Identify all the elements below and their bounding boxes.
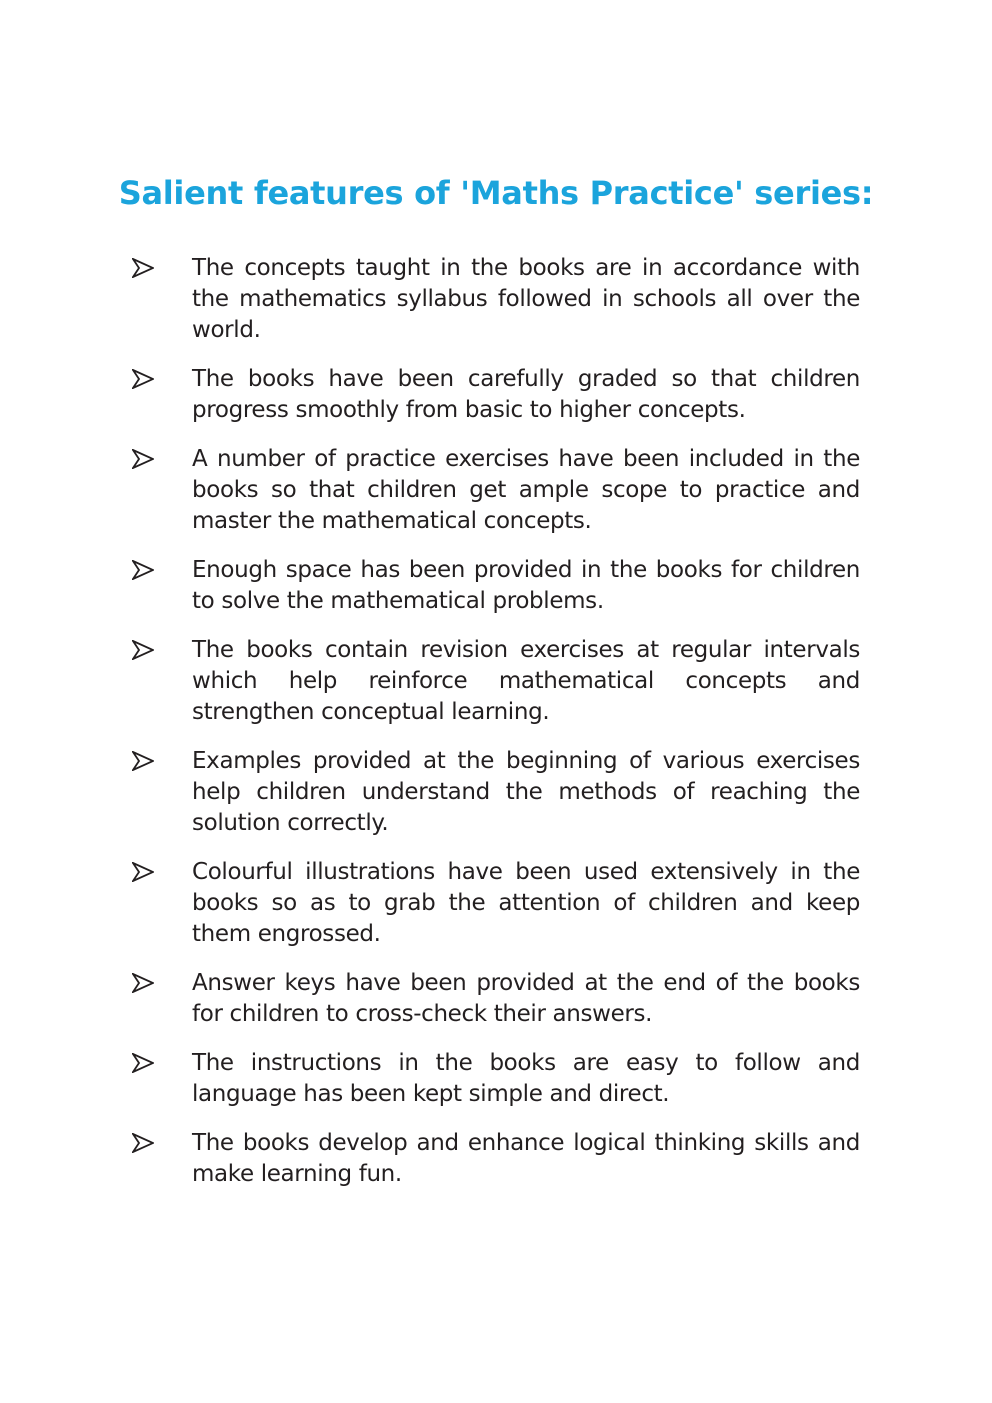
- list-item: [132, 444, 860, 537]
- list-item: [132, 746, 860, 839]
- feature-text: The books develop and enhance logical thinking skills and make learning fun.: [192, 1130, 860, 1187]
- feature-text: Colourful illustrations have been used extensively in the books so as to grab the attention of children and keep them engrossed.: [192, 859, 860, 947]
- page-title: Salient features of 'Maths Practice' series:: [118, 174, 874, 212]
- list-item: [132, 1128, 860, 1190]
- arrowhead-bullet-icon: [132, 253, 156, 284]
- list-item: [132, 253, 860, 346]
- feature-text: Examples provided at the beginning of various exercises help children understand the methods of reaching the solution correctly.: [192, 748, 860, 836]
- list-item: [132, 1048, 860, 1110]
- arrowhead-bullet-icon: [132, 857, 156, 888]
- feature-text: The books contain revision exercises at regular intervals which help reinforce mathematical concepts and strengthen conceptual learning.: [192, 637, 860, 725]
- list-item: [132, 857, 860, 950]
- list-item: [132, 635, 860, 728]
- feature-text: The concepts taught in the books are in accordance with the mathematics syllabus followed in schools all over the world.: [192, 255, 860, 343]
- arrowhead-bullet-icon: [132, 746, 156, 777]
- list-item: [132, 968, 860, 1030]
- list-item: [132, 555, 860, 617]
- arrowhead-bullet-icon: [132, 555, 156, 586]
- arrowhead-bullet-icon: [132, 1128, 156, 1159]
- feature-text: The instructions in the books are easy to follow and language has been kept simple and direct.: [192, 1050, 860, 1107]
- arrowhead-bullet-icon: [132, 635, 156, 666]
- list-item: [132, 364, 860, 426]
- arrowhead-bullet-icon: [132, 968, 156, 999]
- arrowhead-bullet-icon: [132, 444, 156, 475]
- feature-text: A number of practice exercises have been included in the books so that children get ample scope to practice and master the mathematical concepts.: [192, 446, 860, 534]
- feature-text: Enough space has been provided in the books for children to solve the mathematical problems.: [192, 557, 860, 614]
- feature-text: The books have been carefully graded so that children progress smoothly from basic to higher concepts.: [192, 366, 860, 423]
- arrowhead-bullet-icon: [132, 1048, 156, 1079]
- features-list: [132, 253, 860, 1208]
- arrowhead-bullet-icon: [132, 364, 156, 395]
- feature-text: Answer keys have been provided at the end of the books for children to cross-check their answers.: [192, 970, 860, 1027]
